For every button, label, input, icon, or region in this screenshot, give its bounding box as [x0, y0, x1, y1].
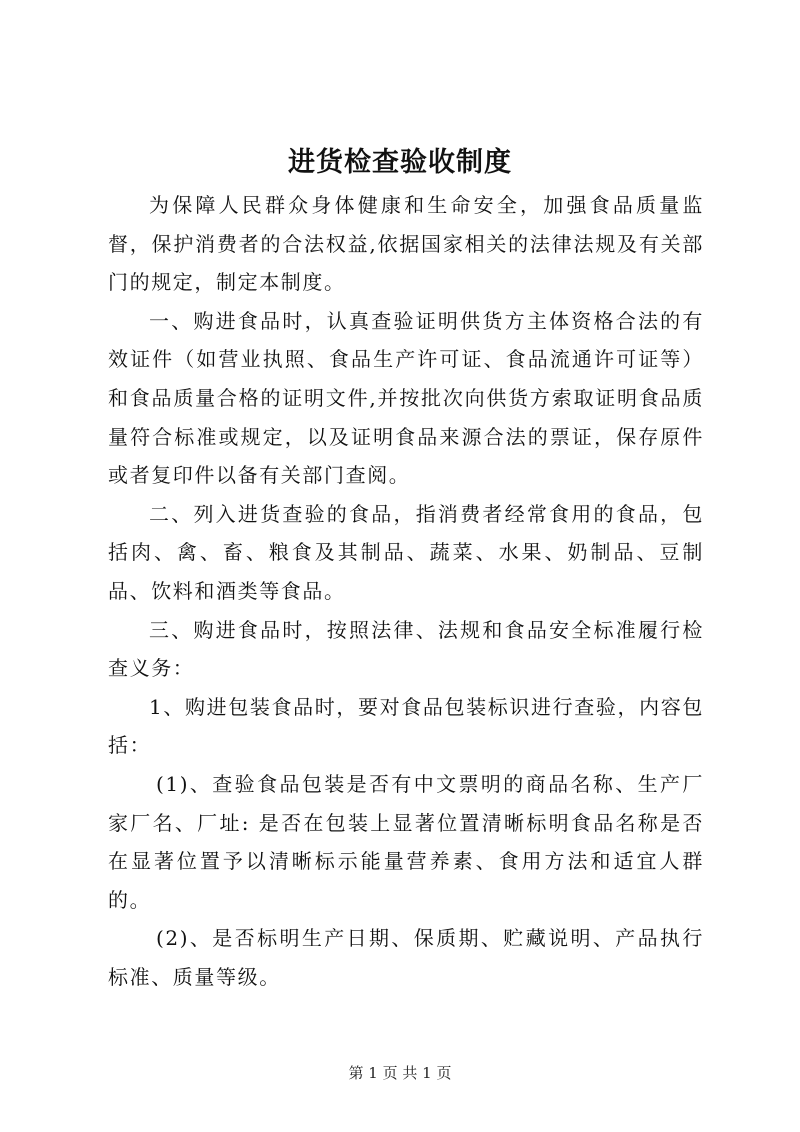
document-body: [108, 186, 704, 996]
page-footer: 第 1 页 共 1 页: [348, 1064, 452, 1082]
document-title: 进货检查验收制度: [288, 147, 512, 178]
sub-clause-1-paragraph: 1、购进包装食品时，要对食品包装标识进行查验，内容包括：: [108, 694, 704, 758]
clause-2-paragraph: 二、列入进货查验的食品，指消费者经常食用的食品，包括肉、禽、畜、粮食及其制品、蔬菜、水果、奶制品、豆制品、饮料和酒类等食品。: [108, 501, 704, 603]
item-2-paragraph: (2)、是否标明生产日期、保质期、贮藏说明、产品执行标准、质量等级。: [108, 926, 704, 989]
intro-paragraph: 为保障人民群众身体健康和生命安全，加强食品质量监督，保护消费者的合法权益,依据国家相关的法律法规及有关部门的规定，制定本制度。: [108, 193, 704, 295]
clause-3-paragraph: 三、购进食品时，按照法律、法规和食品安全标准履行检查义务：: [108, 617, 704, 681]
item-1-paragraph: (1)、查验食品包装是否有中文票明的商品名称、生产厂家厂名、厂址: 是否在包装上显著位置清晰标明食品名称是否在显著位置予以清晰标示能量营养素、食用方法和适宜人群的。: [108, 771, 704, 912]
clause-1-paragraph: 一、购进食品时，认真查验证明供货方主体资格合法的有效证件（如营业执照、食品生产许可证、食品流通许可证等）和食品质量合格的证明文件,并按批次向供货方索取证明食品质量符合标准或规定，以及证明食品来源合法的票证，保存原件或者复印件以备有关部门查阅。: [108, 308, 704, 488]
